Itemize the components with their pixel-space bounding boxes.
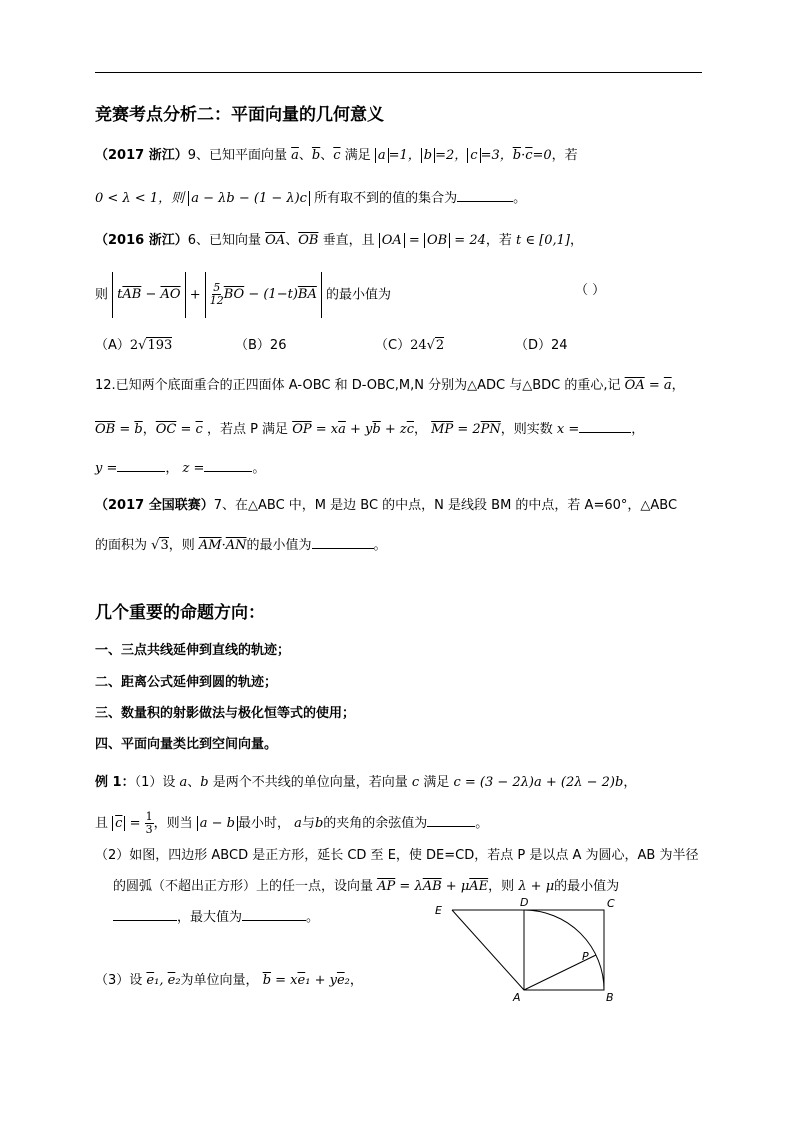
answer-blank-max[interactable] (242, 908, 306, 921)
question-text: 的最小值为 (246, 538, 312, 553)
question-2017gl-line2: 的面积为 √3，则 $\overline{AM}\cdot\overline{AN}$的最小值为 。 (95, 538, 387, 553)
question-text: 7、在△ABC 中，M 是边 BC 的中点，N 是线段 BM 的中点，若 A=60°，△ABC (213, 498, 678, 513)
example-1-part2-line3 (113, 908, 319, 927)
question-2017gl-line1 (95, 497, 677, 515)
option-b[interactable] (235, 337, 375, 355)
section-title-directions (95, 602, 265, 624)
question-text: 满足 (423, 775, 450, 790)
question-text: ，若 (551, 148, 578, 163)
answer-choice-paren[interactable]: （ ） (575, 283, 606, 298)
answer-blank[interactable] (427, 814, 475, 827)
question-text: 与 (301, 816, 315, 831)
arc-bd (524, 910, 604, 990)
question-text: 的圆弧（不超出正方形）上的任一点，设向量 (113, 879, 374, 894)
question-text: ，若 (485, 233, 512, 248)
question-condition: 0 < λ < 1，则 (95, 191, 185, 206)
example-1-part1-line2: 且 $\overline{c}$ = $\frac{1}{3}$ ，则当 a − b 最小时， a与b的夹角的余弦值为 。 (95, 810, 489, 836)
question-2016zj-options (95, 337, 655, 355)
label-e: E (435, 904, 442, 917)
question-text: ，则 (168, 538, 195, 553)
example-1-part2-line1 (95, 847, 698, 865)
question-text: 12.已知两个底面重合的正四面体 A-OBC 和 D-OBC,M,N 分别为△ADC 与△BDC 的重心,记 (95, 378, 621, 393)
question-text: 。 (252, 461, 266, 476)
answer-blank-y[interactable] (117, 459, 165, 472)
label-c: C (607, 897, 615, 910)
question-text: （2）如图，四边形 ABCD 是正方形，延长 CD 至 E，使 DE=CD，若点 P 是以点 A 为圆心，AB 为半径 (95, 848, 699, 863)
question-text: 6、已知向量 (187, 233, 261, 248)
question-text: 。 (373, 538, 387, 553)
label-d: D (520, 896, 529, 909)
question-text: ，则当 (153, 816, 193, 831)
answer-blank-min[interactable] (113, 908, 177, 921)
question-source-tag: （2017 全国联赛） (95, 498, 214, 513)
example-label: 例 1： (95, 775, 135, 790)
question-text: 是两个不共线的单位向量，若向量 (212, 775, 408, 790)
question-2017zj-line1: （2017 浙江）9、已知平面向量 $\overline{a}$、$\overline{b}$、$\overline{c}$ 满足 a =1， b =2， c =3，$\overline{b}\cdot\overline{c}=0$，若 (95, 148, 578, 163)
section-title-geometric-meaning (95, 104, 384, 126)
question-text: 9、已知平面向量 (187, 148, 287, 163)
question-text: 则 (95, 287, 109, 303)
option-b-label: （B）26 (235, 338, 287, 353)
direction-item: 一、三点共线延伸到直线的轨迹； (95, 643, 291, 658)
question-12-line3: y = ， z = 。 (95, 461, 266, 476)
answer-blank[interactable] (312, 536, 374, 549)
question-text: （3）设 (95, 973, 143, 988)
question-text: 所有取不到的值的集合为 (314, 191, 458, 206)
square-arc-figure (425, 895, 625, 1005)
question-12-line2: $\overline{OB} = \overline{b}$，$\overline{OC} = \overline{c}$ ，若点 P 满足 $\overline{OP} = x\overline{a} + y\overline{b} + z\overline{c}$， $\overline{MP} = 2\overline{PN}$，则实数 x = ， (95, 422, 645, 437)
question-text: 。 (306, 910, 320, 925)
header-rule (95, 72, 702, 73)
direction-item: 三、数量积的射影做法与极化恒等式的使用； (95, 706, 356, 721)
answer-blank-x[interactable] (579, 420, 631, 433)
question-text: 。 (513, 191, 527, 206)
question-text: 的面积为 (95, 538, 148, 553)
question-text: ， (569, 233, 583, 248)
example-1-part3-line1: （3）设 $\overline{e}_1$, $\overline{e}_2$为单位向量， $\overline{b} = x\overline{e}_1 + y\overline{e}_2$， (95, 973, 363, 988)
question-text: 为单位向量， (180, 973, 259, 988)
question-text: ，最大值为 (177, 910, 243, 925)
question-text: 的最小值为 (554, 879, 620, 894)
question-text: 垂直，且 (322, 233, 375, 248)
question-source-tag: （2016 浙江） (95, 233, 188, 248)
question-text: 最小时， (238, 816, 291, 831)
question-text: 的最小值为 (326, 287, 392, 303)
question-2017zj-line2: 0 < λ < 1，则 a − λb − (1 − λ)c 所有取不到的值的集合为 。 (95, 191, 527, 206)
option-d[interactable] (515, 337, 655, 355)
option-a[interactable]: （A）2√193 (95, 338, 173, 353)
question-2016zj-line2: 则 $t\overline{AB} - \overline{AO}$ + $\frac{5}{12}$ $\overline{BO} - (1-t)\overline{BA}$ 的最小值为 （ ） (95, 272, 391, 318)
question-text: ，则 (488, 879, 515, 894)
question-2016zj-line1: （2016 浙江）6、已知向量 $\overline{OA}$、$\overline{OB}$ 垂直，且 OA = OB = 24，若 t ∈ [0,1]， (95, 233, 583, 248)
question-text: ， (623, 775, 637, 790)
option-a-label: （A） (95, 338, 130, 353)
question-text: ，若点 P 满足 (206, 422, 289, 437)
question-text: 。 (475, 816, 489, 831)
direction-item: 四、平面向量类比到空间向量。 (95, 737, 278, 752)
example-1-part2-line2: 的圆弧（不超出正方形）上的任一点，设向量 $\overline{AP} = \lambda\overline{AB} + \mu\overline{AE}$，则 λ + μ的最小值为 (113, 879, 620, 894)
option-c[interactable]: （C）24√2 (375, 338, 445, 353)
question-source-tag: （2017 浙江） (95, 148, 188, 163)
label-a: A (513, 991, 521, 1004)
example-1-part1-line1: 例 1：（1）设 a、b 是两个不共线的单位向量，若向量 c 满足 c = (3 − 2λ)a + (2λ − 2)b， (95, 775, 637, 790)
answer-blank[interactable] (457, 189, 513, 202)
segment-ea (452, 910, 524, 990)
section-title-text: 竞赛考点分析二：平面向量的几何意义 (95, 105, 384, 125)
question-text: 的夹角的余弦值为 (323, 816, 428, 831)
question-text: 且 (95, 816, 109, 831)
question-text: （1）设 (134, 775, 176, 790)
direction-item: 二、距离公式延伸到圆的轨迹； (95, 675, 278, 690)
square-abcd (524, 910, 604, 990)
question-text: ，则实数 (500, 422, 553, 437)
question-text: ， (349, 973, 363, 988)
question-12-line1: 12.已知两个底面重合的正四面体 A-OBC 和 D-OBC,M,N 分别为△ADC 与△BDC 的重心,记 $\overline{OA} = \overline{a}$， (95, 378, 685, 393)
question-text: 满足 (344, 148, 371, 163)
label-b: B (606, 991, 614, 1004)
answer-blank-z[interactable] (204, 459, 252, 472)
option-c-label: （C） (375, 338, 411, 353)
section-title-text: 几个重要的命题方向： (95, 603, 265, 623)
label-p: P (582, 950, 589, 963)
option-d-label: （D）24 (515, 338, 568, 353)
